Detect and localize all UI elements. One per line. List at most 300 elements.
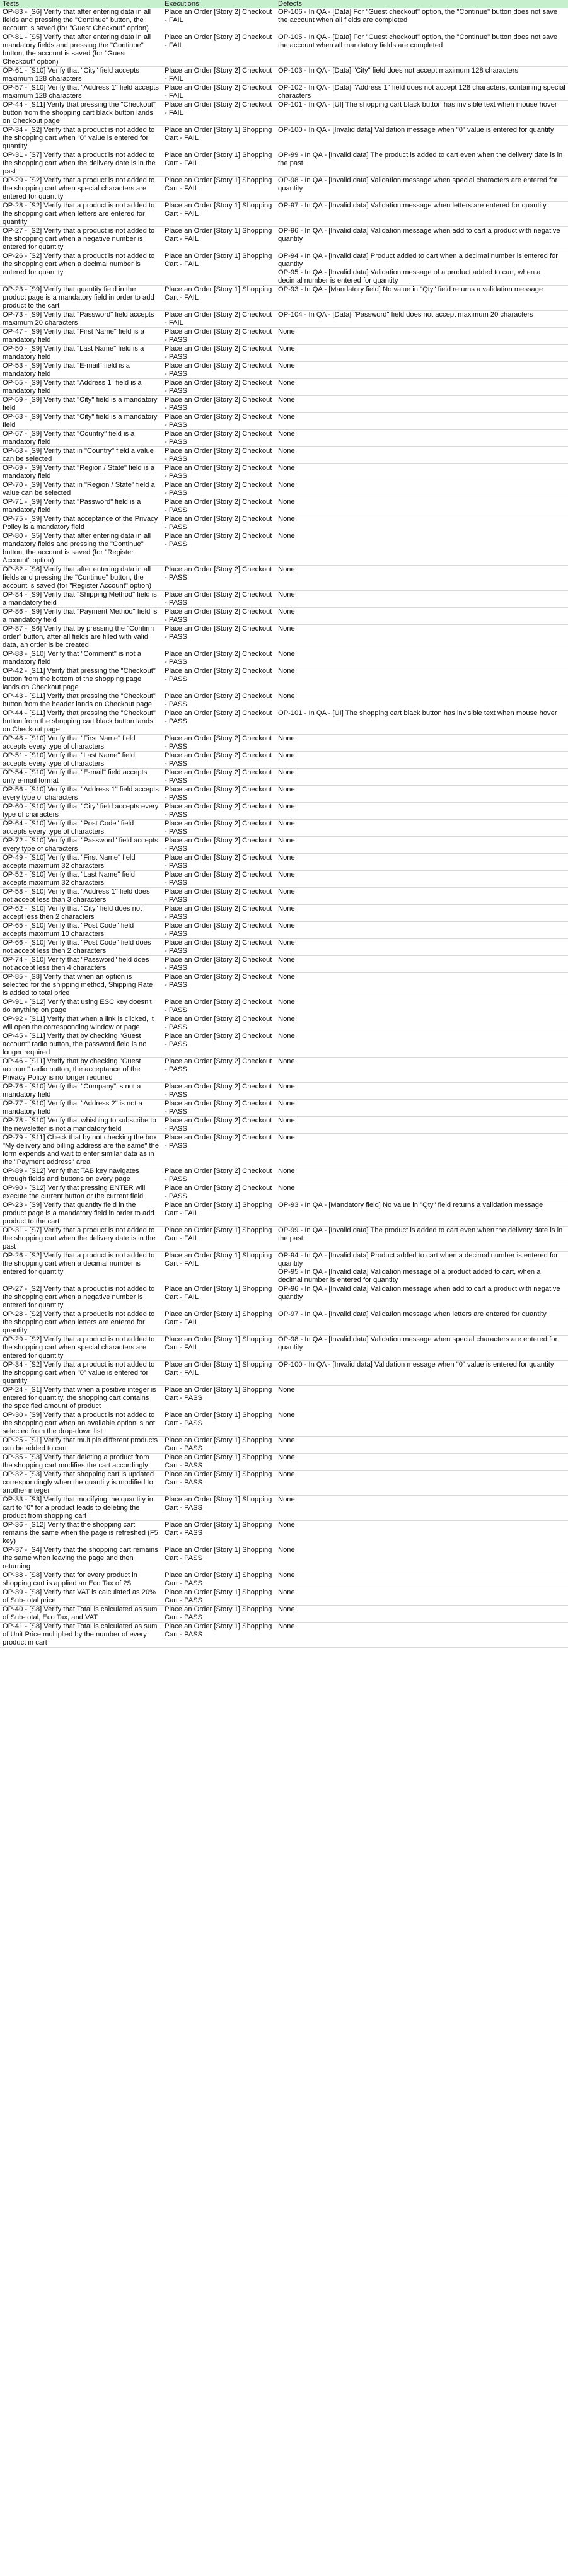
defect-cell[interactable]: None [278, 888, 295, 895]
defect-cell[interactable]: None [278, 1546, 295, 1554]
table-row[interactable] [0, 591, 568, 608]
execution-cell[interactable]: Place an Order [Story 2] Checkout - PASS [165, 1134, 272, 1150]
test-cell[interactable]: OP-35 - [S3] Verify that deleting a product from the shopping cart modifies the cart accordingly [3, 1454, 149, 1469]
test-cell[interactable]: OP-44 - [S11] Verify that pressing the "Checkout" button from the shopping cart black button lands on Checkout page [3, 709, 156, 733]
test-cell[interactable]: OP-62 - [S10] Verify that "City" field does not accept less then 2 characters [3, 905, 142, 921]
test-cell[interactable]: OP-34 - [S2] Verify that a product is not added to the shopping cart when "0" value is entered for quantity [3, 1361, 155, 1385]
test-cell[interactable]: OP-31 - [S7] Verify that a product is not added to the shopping cart when the delivery date is in the past [3, 151, 156, 175]
defect-cell[interactable]: None [278, 430, 295, 438]
test-cell[interactable]: OP-56 - [S10] Verify that "Address 1" field accepts every type of characters [3, 786, 159, 801]
execution-cell[interactable]: Place an Order [Story 2] Checkout - PASS [165, 328, 272, 344]
test-cell[interactable]: OP-81 - [S5] Verify that after entering data in all mandatory fields and pressing the "Continue" button, the account is saved (for "Guest Checkout" option) [3, 33, 151, 66]
defect-cell[interactable]: OP-101 - In QA - [UI] The shopping cart black button has invisible text when mouse hover [278, 709, 557, 717]
table-row[interactable] [0, 227, 568, 252]
defect-cell[interactable]: OP-96 - In QA - [Invalid data] Validation message when add to cart a product with negative quantity [278, 227, 560, 243]
test-cell[interactable]: OP-44 - [S11] Verify that pressing the "Checkout" button from the shopping cart black button lands on Checkout page [3, 101, 156, 125]
execution-cell[interactable]: Place an Order [Story 2] Checkout - PASS [165, 1083, 272, 1099]
execution-cell[interactable]: Place an Order [Story 2] Checkout - PASS [165, 905, 272, 921]
test-cell[interactable]: OP-29 - [S2] Verify that a product is not added to the shopping cart when special characters are entered for quantity [3, 177, 155, 201]
execution-cell[interactable]: Place an Order [Story 2] Checkout - PASS [165, 1032, 272, 1048]
test-cell[interactable]: OP-26 - [S2] Verify that a product is not added to the shopping cart when a decimal number is entered for quantity [3, 252, 155, 276]
test-cell[interactable]: OP-41 - [S8] Verify that Total is calculated as sum of Unit Price multiplied by the number of every product in cart [3, 1623, 158, 1646]
table-row[interactable] [0, 1100, 568, 1117]
table-row[interactable] [0, 311, 568, 328]
table-row[interactable] [0, 854, 568, 871]
defect-cell[interactable]: OP-99 - In QA - [Invalid data] The product is added to cart even when the delivery date is in the past [278, 1227, 563, 1242]
test-cell[interactable]: OP-76 - [S10] Verify that "Company" is not a mandatory field [3, 1083, 141, 1099]
execution-cell[interactable]: Place an Order [Story 2] Checkout - FAIL [165, 84, 272, 100]
table-row[interactable] [0, 667, 568, 692]
defect-cell[interactable]: None [278, 752, 295, 759]
test-cell[interactable]: OP-45 - [S11] Verify that by checking "Guest account" radio button, the password field is no longer required [3, 1032, 147, 1056]
test-cell[interactable]: OP-42 - [S11] Verify that pressing the "Checkout" button from the bottom of the shopping page lands on Checkout page [3, 667, 156, 691]
table-row[interactable] [0, 1454, 568, 1471]
test-cell[interactable]: OP-23 - [S9] Verify that quantity field in the product page is a mandatory field in order to add product to the cart [3, 286, 154, 310]
table-row[interactable] [0, 871, 568, 888]
execution-cell[interactable]: Place an Order [Story 1] Shopping Cart - PASS [165, 1571, 272, 1587]
execution-cell[interactable]: Place an Order [Story 2] Checkout - PASS [165, 692, 272, 708]
test-cell[interactable]: OP-38 - [S8] Verify that for every product in shopping cart is applied an Eco Tax of 2$ [3, 1571, 137, 1587]
defect-cell[interactable]: None [278, 922, 295, 930]
test-cell[interactable]: OP-92 - [S11] Verify that when a link is clicked, it will open the corresponding window or page [3, 1015, 154, 1031]
test-cell[interactable]: OP-39 - [S8] Verify that VAT is calculated as 20% of Sub-total price [3, 1588, 156, 1604]
test-cell[interactable]: OP-49 - [S10] Verify that "First Name" field accepts maximum 32 characters [3, 854, 136, 870]
defect-cell[interactable]: None [278, 396, 295, 404]
execution-cell[interactable]: Place an Order [Story 1] Shopping Cart - PASS [165, 1454, 272, 1469]
execution-cell[interactable]: Place an Order [Story 2] Checkout - PASS [165, 650, 272, 666]
defect-cell[interactable]: OP-94 - In QA - [Invalid data] Product added to cart when a decimal number is entered for quantity OP-95 - In QA - [Invalid data] Validation message of a product added to cart, when a decimal number is entered for quantity [278, 1252, 559, 1284]
defect-cell[interactable]: OP-97 - In QA - [Invalid data] Validation message when letters are entered for quantity [278, 202, 547, 209]
test-cell[interactable]: OP-86 - [S9] Verify that "Payment Method" field is a mandatory field [3, 608, 158, 624]
execution-cell[interactable]: Place an Order [Story 1] Shopping Cart - PASS [165, 1496, 272, 1512]
table-row[interactable] [0, 1032, 568, 1058]
execution-cell[interactable]: Place an Order [Story 2] Checkout - PASS [165, 837, 272, 853]
table-row[interactable] [0, 1134, 568, 1167]
execution-cell[interactable]: Place an Order [Story 1] Shopping Cart - PASS [165, 1623, 272, 1638]
test-cell[interactable]: OP-43 - [S11] Verify that pressing the "Checkout" button from the header lands on Checkout page [3, 692, 156, 708]
table-row[interactable] [0, 101, 568, 126]
execution-cell[interactable]: Place an Order [Story 1] Shopping Cart - FAIL [165, 252, 272, 268]
execution-cell[interactable]: Place an Order [Story 2] Checkout - FAIL [165, 33, 272, 49]
table-row[interactable] [0, 515, 568, 532]
column-header-executions[interactable]: Executions [165, 0, 199, 8]
defect-cell[interactable]: None [278, 956, 295, 964]
execution-cell[interactable]: Place an Order [Story 2] Checkout - PASS [165, 769, 272, 784]
table-row[interactable] [0, 202, 568, 227]
test-cell[interactable]: OP-74 - [S10] Verify that "Password" field does not accept less then 4 characters [3, 956, 149, 972]
test-cell[interactable]: OP-68 - [S9] Verify that in "Country" field a value can be selected [3, 447, 154, 463]
execution-cell[interactable]: Place an Order [Story 2] Checkout - PASS [165, 447, 272, 463]
test-cell[interactable]: OP-40 - [S8] Verify that Total is calculated as sum of Sub-total, Eco Tax, and VAT [3, 1606, 158, 1621]
execution-cell[interactable]: Place an Order [Story 2] Checkout - PASS [165, 464, 272, 480]
defect-cell[interactable]: OP-101 - In QA - [UI] The shopping cart black button has invisible text when mouse hover [278, 101, 557, 108]
defect-cell[interactable]: None [278, 1411, 295, 1419]
test-cell[interactable]: OP-90 - [S12] Verify that pressing ENTER will execute the current button or the current field [3, 1184, 146, 1200]
execution-cell[interactable]: Place an Order [Story 2] Checkout - FAIL [165, 311, 272, 327]
defect-cell[interactable]: None [278, 769, 295, 776]
test-cell[interactable]: OP-48 - [S10] Verify that "First Name" field accepts every type of characters [3, 735, 136, 750]
table-row[interactable] [0, 1015, 568, 1032]
test-cell[interactable]: OP-91 - [S12] Verify that using ESC key doesn't do anything on page [3, 998, 152, 1014]
table-row[interactable] [0, 1336, 568, 1361]
execution-cell[interactable]: Place an Order [Story 2] Checkout - PASS [165, 532, 272, 548]
defect-cell[interactable]: None [278, 1100, 295, 1107]
execution-cell[interactable]: Place an Order [Story 1] Shopping Cart - PASS [165, 1521, 272, 1537]
test-cell[interactable]: OP-82 - [S6] Verify that after entering data in all fields and pressing the "Continue" button, the account is saved (for "Register Account" option) [3, 566, 152, 590]
defect-cell[interactable]: None [278, 1167, 295, 1175]
table-row[interactable] [0, 803, 568, 820]
table-row[interactable] [0, 820, 568, 837]
execution-cell[interactable]: Place an Order [Story 2] Checkout - PASS [165, 625, 272, 641]
table-row[interactable] [0, 362, 568, 379]
defect-cell[interactable]: None [278, 803, 295, 810]
execution-cell[interactable]: Place an Order [Story 1] Shopping Cart - FAIL [165, 1285, 272, 1301]
table-row[interactable] [0, 692, 568, 709]
table-row[interactable] [0, 1252, 568, 1285]
table-row[interactable] [0, 286, 568, 311]
table-row[interactable] [0, 430, 568, 447]
defect-cell[interactable]: None [278, 820, 295, 827]
table-row[interactable] [0, 922, 568, 939]
execution-cell[interactable]: Place an Order [Story 1] Shopping Cart - PASS [165, 1588, 272, 1604]
execution-cell[interactable]: Place an Order [Story 2] Checkout - PASS [165, 956, 272, 972]
test-cell[interactable]: OP-72 - [S10] Verify that "Password" field accepts every type of characters [3, 837, 158, 853]
table-row[interactable] [0, 1471, 568, 1496]
defect-cell[interactable]: None [278, 837, 295, 844]
execution-cell[interactable]: Place an Order [Story 1] Shopping Cart - PASS [165, 1606, 272, 1621]
table-row[interactable] [0, 447, 568, 464]
defect-cell[interactable]: None [278, 1606, 295, 1613]
defect-cell[interactable]: None [278, 591, 295, 598]
defect-cell[interactable]: None [278, 1117, 295, 1124]
defect-cell[interactable]: OP-104 - In QA - [Data] "Password" field does not accept maximum 20 characters [278, 311, 533, 318]
table-row[interactable] [0, 1546, 568, 1571]
execution-cell[interactable]: Place an Order [Story 2] Checkout - PASS [165, 922, 272, 938]
defect-cell[interactable]: OP-102 - In QA - [Data] "Address 1" field does not accept 128 characters, containing special characters [278, 84, 565, 100]
test-cell[interactable]: OP-32 - [S3] Verify that shopping cart is updated correspondingly when the quantity is modified to another integer [3, 1471, 154, 1495]
execution-cell[interactable]: Place an Order [Story 2] Checkout - PASS [165, 854, 272, 870]
table-row[interactable] [0, 328, 568, 345]
test-cell[interactable]: OP-27 - [S2] Verify that a product is not added to the shopping cart when a negative number is entered for quantity [3, 1285, 155, 1309]
execution-cell[interactable]: Place an Order [Story 2] Checkout - PASS [165, 1167, 272, 1183]
test-cell[interactable]: OP-75 - [S9] Verify that acceptance of the Privacy Policy is a mandatory field [3, 515, 158, 531]
defect-cell[interactable]: OP-100 - In QA - [Invalid data] Validation message when "0" value is entered for quantity [278, 126, 554, 134]
test-cell[interactable]: OP-36 - [S12] Verify that the shopping cart remains the same when the page is refreshed (F5 key) [3, 1521, 158, 1545]
execution-cell[interactable]: Place an Order [Story 1] Shopping Cart - FAIL [165, 126, 272, 142]
execution-cell[interactable]: Place an Order [Story 2] Checkout - PASS [165, 871, 272, 887]
test-cell[interactable]: OP-31 - [S7] Verify that a product is not added to the shopping cart when the delivery date is in the past [3, 1227, 156, 1250]
execution-cell[interactable]: Place an Order [Story 2] Checkout - PASS [165, 786, 272, 801]
defect-cell[interactable]: None [278, 1032, 295, 1040]
execution-cell[interactable]: Place an Order [Story 1] Shopping Cart - PASS [165, 1437, 272, 1452]
table-row[interactable] [0, 84, 568, 101]
defect-cell[interactable]: None [278, 566, 295, 573]
test-cell[interactable]: OP-60 - [S10] Verify that "City" field accepts every type of characters [3, 803, 159, 819]
execution-cell[interactable]: Place an Order [Story 1] Shopping Cart - FAIL [165, 1361, 272, 1377]
table-row[interactable] [0, 151, 568, 177]
defect-cell[interactable]: None [278, 939, 295, 947]
test-cell[interactable]: OP-34 - [S2] Verify that a product is not added to the shopping cart when "0" value is entered for quantity [3, 126, 155, 150]
table-row[interactable] [0, 396, 568, 413]
table-row[interactable] [0, 177, 568, 202]
test-cell[interactable]: OP-78 - [S10] Verify that whishing to subscribe to the newsletter is not a mandatory field [3, 1117, 156, 1133]
execution-cell[interactable]: Place an Order [Story 1] Shopping Cart - FAIL [165, 202, 272, 218]
table-row[interactable] [0, 888, 568, 905]
execution-cell[interactable]: Place an Order [Story 2] Checkout - PASS [165, 1117, 272, 1133]
defect-cell[interactable]: None [278, 1015, 295, 1023]
defect-cell[interactable]: OP-98 - In QA - [Invalid data] Validation message when special characters are entered for quantity [278, 177, 558, 192]
test-cell[interactable]: OP-30 - [S9] Verify that a product is not added to the shopping cart when an available option is not selected from the drop-down list [3, 1411, 155, 1435]
test-cell[interactable]: OP-88 - [S10] Verify that "Comment" is not a mandatory field [3, 650, 141, 666]
defect-cell[interactable]: None [278, 786, 295, 793]
table-row[interactable] [0, 837, 568, 854]
table-row[interactable] [0, 532, 568, 566]
execution-cell[interactable]: Place an Order [Story 2] Checkout - PASS [165, 1100, 272, 1116]
test-cell[interactable]: OP-69 - [S9] Verify that "Region / State" field is a mandatory field [3, 464, 155, 480]
table-row[interactable] [0, 498, 568, 515]
table-row[interactable] [0, 905, 568, 922]
test-cell[interactable]: OP-85 - [S8] Verify that when an option is selected for the shipping method, Shipping Rate is added to total price [3, 973, 153, 997]
test-cell[interactable]: OP-83 - [S6] Verify that after entering data in all fields and pressing the "Continue" button, the account is saved (for "Guest Checkout" option) [3, 8, 151, 32]
execution-cell[interactable]: Place an Order [Story 2] Checkout - PASS [165, 362, 272, 378]
execution-cell[interactable]: Place an Order [Story 2] Checkout - PASS [165, 591, 272, 607]
defect-cell[interactable]: OP-93 - In QA - [Mandatory field] No value in "Qty" field returns a validation message [278, 286, 543, 293]
defect-cell[interactable]: None [278, 735, 295, 742]
test-cell[interactable]: OP-84 - [S9] Verify that "Shipping Method" field is a mandatory field [3, 591, 157, 607]
test-cell[interactable]: OP-28 - [S2] Verify that a product is not added to the shopping cart when letters are entered for quantity [3, 202, 155, 226]
table-row[interactable] [0, 345, 568, 362]
defect-cell[interactable]: None [278, 854, 295, 861]
table-row[interactable] [0, 752, 568, 769]
execution-cell[interactable]: Place an Order [Story 2] Checkout - PASS [165, 709, 272, 725]
defect-cell[interactable]: None [278, 379, 295, 387]
test-cell[interactable]: OP-28 - [S2] Verify that a product is not added to the shopping cart when letters are entered for quantity [3, 1310, 155, 1334]
table-row[interactable] [0, 1521, 568, 1546]
table-row[interactable] [0, 1083, 568, 1100]
execution-cell[interactable]: Place an Order [Story 2] Checkout - PASS [165, 820, 272, 836]
table-row[interactable] [0, 1623, 568, 1648]
defect-cell[interactable]: None [278, 498, 295, 506]
test-cell[interactable]: OP-27 - [S2] Verify that a product is not added to the shopping cart when a negative number is entered for quantity [3, 227, 155, 251]
table-row[interactable] [0, 1227, 568, 1252]
defect-cell[interactable]: None [278, 905, 295, 912]
execution-cell[interactable]: Place an Order [Story 2] Checkout - PASS [165, 939, 272, 955]
table-row[interactable] [0, 1411, 568, 1437]
defect-cell[interactable]: None [278, 1496, 295, 1503]
defect-cell[interactable]: None [278, 650, 295, 658]
test-cell[interactable]: OP-79 - [S11] Check that by not checking the box "My delivery and billing address are the same" the form expends and wait to enter similar data as in the "Payment address" area [3, 1134, 159, 1166]
defect-cell[interactable]: None [278, 345, 295, 353]
defect-cell[interactable]: None [278, 692, 295, 700]
table-row[interactable] [0, 566, 568, 591]
defect-cell[interactable]: OP-105 - In QA - [Data] For "Guest checkout" option, the "Continue" button does not save the account when all mandatory fields are completed [278, 33, 558, 49]
execution-cell[interactable]: Place an Order [Story 2] Checkout - PASS [165, 396, 272, 412]
execution-cell[interactable]: Place an Order [Story 2] Checkout - PASS [165, 735, 272, 750]
test-cell[interactable]: OP-64 - [S10] Verify that "Post Code" field accepts every type of characters [3, 820, 134, 836]
execution-cell[interactable]: Place an Order [Story 2] Checkout - PASS [165, 413, 272, 429]
table-row[interactable] [0, 998, 568, 1015]
test-cell[interactable]: OP-71 - [S9] Verify that "Password" field is a mandatory field [3, 498, 141, 514]
test-cell[interactable]: OP-47 - [S9] Verify that "First Name" field is a mandatory field [3, 328, 144, 344]
table-row[interactable] [0, 973, 568, 998]
table-row[interactable] [0, 1386, 568, 1411]
execution-cell[interactable]: Place an Order [Story 2] Checkout - PASS [165, 973, 272, 989]
defect-cell[interactable]: None [278, 1588, 295, 1596]
execution-cell[interactable]: Place an Order [Story 2] Checkout - FAIL [165, 8, 272, 24]
defect-cell[interactable]: None [278, 608, 295, 615]
defect-cell[interactable]: OP-99 - In QA - [Invalid data] The product is added to cart even when the delivery date is in the past [278, 151, 563, 167]
execution-cell[interactable]: Place an Order [Story 2] Checkout - PASS [165, 345, 272, 361]
table-row[interactable] [0, 1361, 568, 1386]
table-row[interactable] [0, 1167, 568, 1184]
column-header-tests[interactable]: Tests [3, 0, 20, 8]
defect-cell[interactable]: None [278, 1471, 295, 1478]
execution-cell[interactable]: Place an Order [Story 1] Shopping Cart - PASS [165, 1471, 272, 1486]
test-cell[interactable]: OP-77 - [S10] Verify that "Address 2" is not a mandatory field [3, 1100, 142, 1116]
test-cell[interactable]: OP-89 - [S12] Verify that TAB key navigates through fields and buttons on every page [3, 1167, 139, 1183]
table-row[interactable] [0, 67, 568, 84]
table-row[interactable] [0, 1058, 568, 1083]
defect-cell[interactable]: None [278, 1184, 295, 1192]
table-row[interactable] [0, 33, 568, 67]
test-cell[interactable]: OP-26 - [S2] Verify that a product is not added to the shopping cart when a decimal number is entered for quantity [3, 1252, 155, 1276]
test-cell[interactable]: OP-50 - [S9] Verify that "Last Name" field is a mandatory field [3, 345, 144, 361]
execution-cell[interactable]: Place an Order [Story 1] Shopping Cart - FAIL [165, 1201, 272, 1217]
table-row[interactable] [0, 126, 568, 151]
defect-cell[interactable]: None [278, 973, 295, 981]
execution-cell[interactable]: Place an Order [Story 2] Checkout - PASS [165, 430, 272, 446]
table-row[interactable] [0, 650, 568, 667]
table-row[interactable] [0, 1496, 568, 1521]
defect-cell[interactable]: None [278, 481, 295, 489]
table-row[interactable] [0, 735, 568, 752]
test-cell[interactable]: OP-23 - [S9] Verify that quantity field in the product page is a mandatory field in order to add product to the cart [3, 1201, 154, 1225]
defect-cell[interactable]: None [278, 362, 295, 370]
test-cell[interactable]: OP-46 - [S11] Verify that by checking "Guest account" radio button, the acceptance of the Privacy Policy is no longer required [3, 1058, 141, 1081]
execution-cell[interactable]: Place an Order [Story 1] Shopping Cart - FAIL [165, 151, 272, 167]
execution-cell[interactable]: Place an Order [Story 2] Checkout - PASS [165, 998, 272, 1014]
test-cell[interactable]: OP-53 - [S9] Verify that "E-mail" field is a mandatory field [3, 362, 130, 378]
test-cell[interactable]: OP-58 - [S10] Verify that "Address 1" field does not accept less than 3 characters [3, 888, 150, 904]
execution-cell[interactable]: Place an Order [Story 1] Shopping Cart - PASS [165, 1411, 272, 1427]
execution-cell[interactable]: Place an Order [Story 2] Checkout - PASS [165, 498, 272, 514]
defect-cell[interactable]: None [278, 998, 295, 1006]
test-cell[interactable]: OP-70 - [S9] Verify that in "Region / State" field a value can be selected [3, 481, 155, 497]
execution-cell[interactable]: Place an Order [Story 2] Checkout - PASS [165, 515, 272, 531]
execution-cell[interactable]: Place an Order [Story 1] Shopping Cart - FAIL [165, 1336, 272, 1351]
defect-cell[interactable]: None [278, 1571, 295, 1579]
table-row[interactable] [0, 1310, 568, 1336]
defect-cell[interactable]: None [278, 1437, 295, 1444]
table-row[interactable] [0, 709, 568, 735]
table-row[interactable] [0, 769, 568, 786]
defect-cell[interactable]: None [278, 667, 295, 675]
test-cell[interactable]: OP-67 - [S9] Verify that "Country" field is a mandatory field [3, 430, 135, 446]
execution-cell[interactable]: Place an Order [Story 2] Checkout - PASS [165, 803, 272, 819]
defect-cell[interactable]: None [278, 1623, 295, 1630]
test-cell[interactable]: OP-59 - [S9] Verify that "City" field is a mandatory field [3, 396, 158, 412]
defect-cell[interactable]: None [278, 464, 295, 472]
table-row[interactable] [0, 786, 568, 803]
execution-cell[interactable]: Place an Order [Story 2] Checkout - PASS [165, 752, 272, 767]
defect-cell[interactable]: None [278, 625, 295, 632]
test-cell[interactable]: OP-57 - [S10] Verify that "Address 1" field accepts maximum 128 characters [3, 84, 159, 100]
test-cell[interactable]: OP-87 - [S6] Verify that by pressing the "Confirm order" button, after all fields are filled with valid data, an order is be created [3, 625, 154, 649]
defect-cell[interactable]: None [278, 1521, 295, 1529]
test-cell[interactable]: OP-37 - [S4] Verify that the shopping cart remains the same when leaving the page and then returning [3, 1546, 158, 1570]
test-cell[interactable]: OP-73 - [S9] Verify that "Password" field accepts maximum 20 characters [3, 311, 154, 327]
test-cell[interactable]: OP-65 - [S10] Verify that "Post Code" field accepts maximum 10 characters [3, 922, 134, 938]
execution-cell[interactable]: Place an Order [Story 1] Shopping Cart - PASS [165, 1546, 272, 1562]
execution-cell[interactable]: Place an Order [Story 1] Shopping Cart - PASS [165, 1386, 272, 1402]
test-cell[interactable]: OP-54 - [S10] Verify that "E-mail" field accepts only e-mail format [3, 769, 148, 784]
execution-cell[interactable]: Place an Order [Story 1] Shopping Cart - FAIL [165, 227, 272, 243]
table-row[interactable] [0, 1201, 568, 1227]
execution-cell[interactable]: Place an Order [Story 2] Checkout - PASS [165, 566, 272, 581]
table-row[interactable] [0, 625, 568, 650]
execution-cell[interactable]: Place an Order [Story 2] Checkout - PASS [165, 379, 272, 395]
table-row[interactable] [0, 379, 568, 396]
execution-cell[interactable]: Place an Order [Story 1] Shopping Cart - FAIL [165, 1310, 272, 1326]
table-row[interactable] [0, 1588, 568, 1606]
test-cell[interactable]: OP-29 - [S2] Verify that a product is not added to the shopping cart when special characters are entered for quantity [3, 1336, 155, 1360]
execution-cell[interactable]: Place an Order [Story 2] Checkout - PASS [165, 667, 272, 683]
test-cell[interactable]: OP-80 - [S5] Verify that after entering data in all mandatory fields and pressing the "Continue" button, the account is saved (for "Register Account" option) [3, 532, 151, 564]
defect-cell[interactable]: OP-103 - In QA - [Data] "City" field does not accept maximum 128 characters [278, 67, 519, 74]
table-row[interactable] [0, 939, 568, 956]
defect-cell[interactable]: OP-93 - In QA - [Mandatory field] No value in "Qty" field returns a validation message [278, 1201, 543, 1209]
table-row[interactable] [0, 481, 568, 498]
execution-cell[interactable]: Place an Order [Story 2] Checkout - PASS [165, 888, 272, 904]
execution-cell[interactable]: Place an Order [Story 2] Checkout - PASS [165, 1184, 272, 1200]
test-cell[interactable]: OP-52 - [S10] Verify that "Last Name" field accepts maximum 32 characters [3, 871, 136, 887]
execution-cell[interactable]: Place an Order [Story 2] Checkout - FAIL [165, 67, 272, 83]
defect-cell[interactable]: None [278, 447, 295, 455]
test-cell[interactable]: OP-55 - [S9] Verify that "Address 1" field is a mandatory field [3, 379, 142, 395]
defect-cell[interactable]: OP-94 - In QA - [Invalid data] Product added to cart when a decimal number is entered for quantity OP-95 - In QA - [Invalid data] Validation message of a product added to cart, when a decimal number is entered for quantity [278, 252, 559, 284]
table-row[interactable] [0, 8, 568, 33]
table-row[interactable] [0, 1285, 568, 1310]
test-cell[interactable]: OP-24 - [S1] Verify that when a positive integer is entered for quantity, the shopping cart contains the specified amount of product [3, 1386, 156, 1410]
defect-cell[interactable]: None [278, 1083, 295, 1090]
table-row[interactable] [0, 956, 568, 973]
defect-cell[interactable]: None [278, 871, 295, 878]
table-row[interactable] [0, 1437, 568, 1454]
defect-cell[interactable]: None [278, 1454, 295, 1461]
defect-cell[interactable]: None [278, 1134, 295, 1141]
column-header-defects[interactable]: Defects [278, 0, 302, 8]
test-cell[interactable]: OP-66 - [S10] Verify that "Post Code" field does not accept less then 2 characters [3, 939, 151, 955]
execution-cell[interactable]: Place an Order [Story 2] Checkout - PASS [165, 481, 272, 497]
execution-cell[interactable]: Place an Order [Story 2] Checkout - PASS [165, 1058, 272, 1073]
execution-cell[interactable]: Place an Order [Story 1] Shopping Cart - FAIL [165, 286, 272, 301]
execution-cell[interactable]: Place an Order [Story 2] Checkout - PASS [165, 1015, 272, 1031]
execution-cell[interactable]: Place an Order [Story 1] Shopping Cart - FAIL [165, 1227, 272, 1242]
execution-cell[interactable]: Place an Order [Story 1] Shopping Cart - FAIL [165, 1252, 272, 1268]
test-cell[interactable]: OP-33 - [S3] Verify that modifying the quantity in cart to "0" for a product leads to deleting the product from shopping cart [3, 1496, 153, 1520]
table-row[interactable] [0, 252, 568, 286]
table-row[interactable] [0, 1184, 568, 1201]
table-row[interactable] [0, 608, 568, 625]
execution-cell[interactable]: Place an Order [Story 2] Checkout - PASS [165, 608, 272, 624]
test-cell[interactable]: OP-51 - [S10] Verify that "Last Name" field accepts every type of characters [3, 752, 136, 767]
table-row[interactable] [0, 1117, 568, 1134]
table-row[interactable] [0, 1606, 568, 1623]
defect-cell[interactable]: None [278, 515, 295, 523]
defect-cell[interactable]: OP-100 - In QA - [Invalid data] Validation message when "0" value is entered for quantity [278, 1361, 554, 1368]
defect-cell[interactable]: OP-97 - In QA - [Invalid data] Validation message when letters are entered for quantity [278, 1310, 547, 1318]
test-cell[interactable]: OP-61 - [S10] Verify that "City" field accepts maximum 128 characters [3, 67, 139, 83]
